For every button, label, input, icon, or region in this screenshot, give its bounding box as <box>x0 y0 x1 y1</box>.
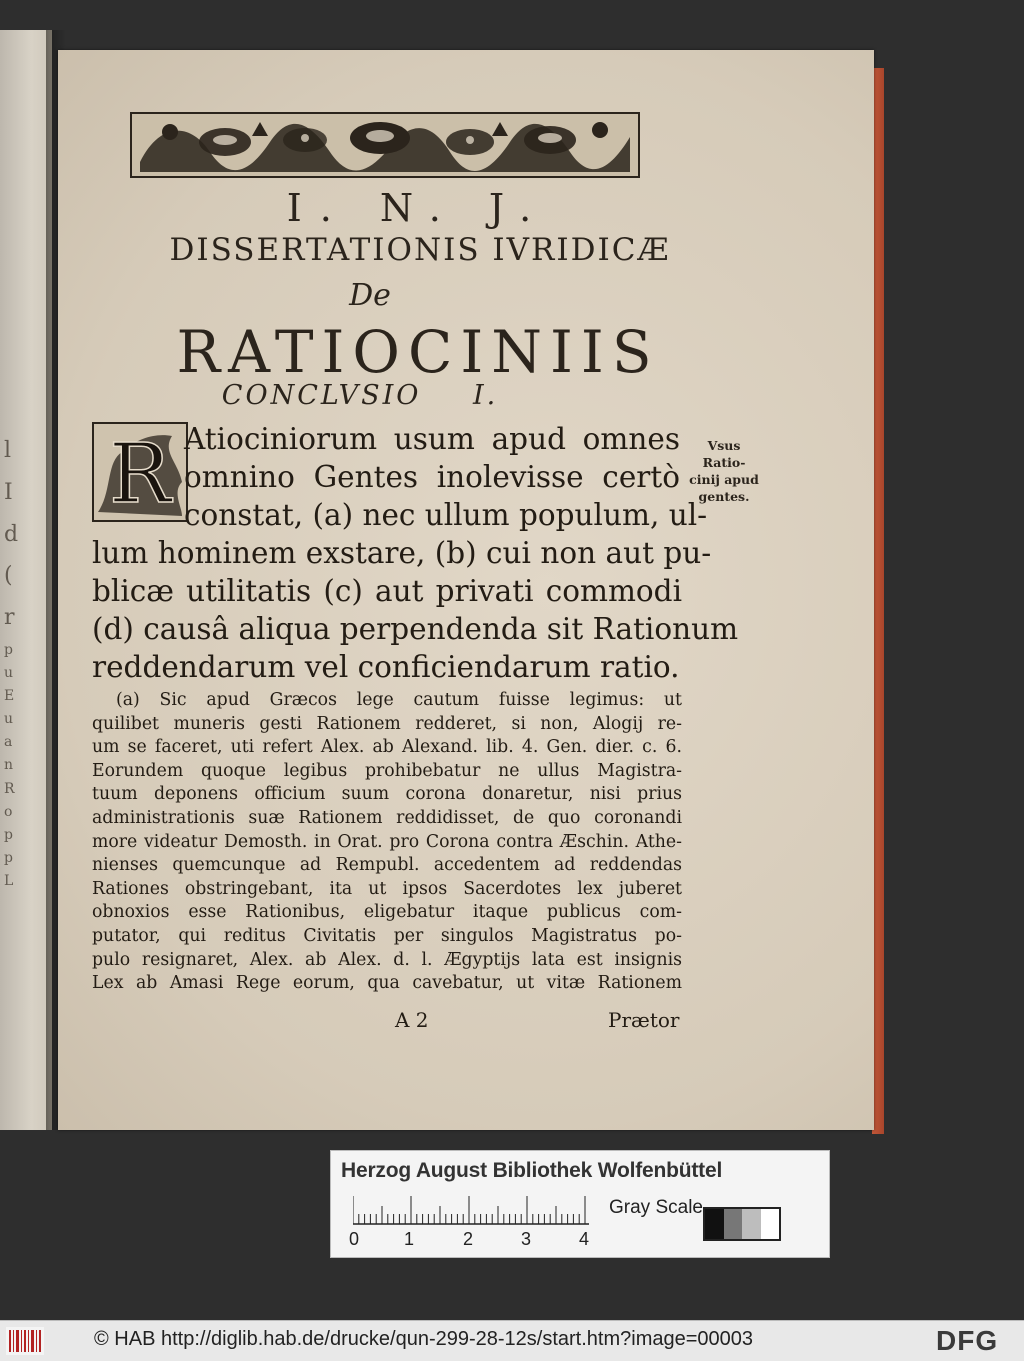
barcode-icon <box>6 1327 44 1355</box>
signature-mark: A 2 <box>395 1008 429 1032</box>
heading-de: De <box>349 278 391 313</box>
footnote-line: more videatur Demosth. in Orat. pro Corona contra Æschin. Athe- <box>92 831 682 852</box>
facing-page-glyph: I <box>4 479 13 505</box>
ruler-icon <box>353 1195 593 1225</box>
gray-scale-patches <box>703 1207 781 1241</box>
facing-page-glyph: R <box>4 780 15 797</box>
heading-conclusio: CONCLVSIO I. <box>221 380 499 411</box>
facing-page-glyph: d <box>4 521 19 547</box>
ornamental-initial-r-icon <box>92 422 188 522</box>
ruler-number: 3 <box>521 1229 532 1249</box>
ruler-numbers <box>349 1229 613 1251</box>
heading-dissertationis: DISSERTATIONIS IVRIDICÆ <box>169 232 671 268</box>
library-name: Herzog August Bibliothek Wolfenbüttel <box>341 1159 723 1182</box>
facing-page-glyph: p <box>4 641 13 658</box>
gray-patch <box>705 1209 724 1239</box>
ruler-number: 0 <box>349 1229 360 1249</box>
facing-page-glyph: p <box>4 849 13 866</box>
footnote-line: obnoxios esse Rationibus, eligebatur itaque publicus com- <box>92 902 682 923</box>
facing-page-glyph: E <box>4 688 15 705</box>
main-text-line: constat, (a) nec ullum populum, ul- <box>184 498 708 532</box>
library-color-card <box>330 1150 830 1258</box>
footnote-line: um se faceret, uti refert Alex. ab Alexand. lib. 4. Gen. dier. c. 6. <box>92 737 682 758</box>
footnote-line: pulo resignaret, Alex. ab Alex. d. l. Ægyptijs lata est insignis <box>92 949 682 970</box>
facing-page-glyph: p <box>4 826 13 843</box>
marginal-note-line: Vsus Ratio- <box>702 438 746 470</box>
facing-page-glyph: a <box>4 734 13 751</box>
facing-page-glyph: n <box>4 757 14 774</box>
gray-patch <box>724 1209 743 1239</box>
facing-page-edge <box>0 30 52 1130</box>
gray-patch <box>742 1209 761 1239</box>
footnote-line: Lex ab Amasi Rege eorum, qua cavebatur, ut vitæ Rationem <box>92 973 682 994</box>
gray-patch <box>761 1209 780 1239</box>
footnote-line: administrationis suæ Rationem reddidisset, de quo coronandi <box>92 808 682 828</box>
heading-inj: I. N. J. <box>286 186 550 230</box>
source-url-link[interactable]: © HAB http://diglib.hab.de/drucke/qun-299-28-12s/start.htm?image=00003 <box>94 1328 754 1350</box>
dfg-logo: DFG <box>936 1325 999 1356</box>
ruler-number: 4 <box>579 1229 590 1249</box>
facing-page-glyph: u <box>4 665 14 682</box>
ruler-number: 1 <box>404 1229 415 1249</box>
facing-page-glyph: ( <box>4 563 13 589</box>
main-text-line: reddendarum vel conficiendarum ratio. <box>92 650 680 684</box>
marginal-note-line: cinij apud <box>689 472 759 487</box>
ruler-number: 2 <box>463 1229 474 1249</box>
footnote-line: putator, qui reditus Civitatis per singulos Magistratus po- <box>92 926 682 946</box>
marginal-note-line: gentes. <box>698 489 750 504</box>
main-text-line: Atiociniorum usum apud omnes <box>184 422 680 456</box>
main-text-line: lum hominem exstare, (b) cui non aut pu- <box>92 536 712 570</box>
gray-scale-label: Gray Scale <box>609 1197 703 1218</box>
main-text-line: blicæ utilitatis (c) aut privati commodi <box>92 574 682 608</box>
facing-page-glyph: u <box>4 711 14 728</box>
facing-page-glyph: o <box>4 803 13 820</box>
heading-ratiociniis: RATIOCINIIS <box>176 318 660 386</box>
footnote-line: quilibet muneris gesti Rationem redderet, si non, Alogij re- <box>92 713 682 734</box>
footnote-line: (a) Sic apud Græcos lege cautum fuisse legimus: ut <box>116 690 682 710</box>
facing-page-glyph: L <box>4 872 14 889</box>
facing-page-glyph: r <box>4 605 15 631</box>
viewer-footer <box>0 1320 1024 1361</box>
ornamental-headpiece <box>130 112 640 178</box>
main-text-line: omnino Gentes inolevisse certò <box>184 460 680 494</box>
catchword: Prætor <box>608 1008 680 1032</box>
footnote-line: tuum deponens officium suum corona donaretur, nisi prius <box>92 784 682 805</box>
facing-page-letters <box>4 430 44 893</box>
main-text-line: (d) causâ aliqua perpendenda sit Rationum <box>92 612 739 646</box>
facing-page-glyph: l <box>4 438 12 463</box>
book-page <box>58 50 874 1130</box>
footnote-line: nienses quemcunque ad Rempubl. accedentem ad reddendas <box>92 855 682 876</box>
svg-text:R: R <box>109 427 171 522</box>
footnote-line: Eorundem quoque legibus prohibebatur ne ullus Magistra- <box>92 760 682 781</box>
footnote-line: Rationes obstringebant, ita ut ipsos Sacerdotes lex juberet <box>92 878 682 899</box>
marginal-note <box>684 437 764 505</box>
